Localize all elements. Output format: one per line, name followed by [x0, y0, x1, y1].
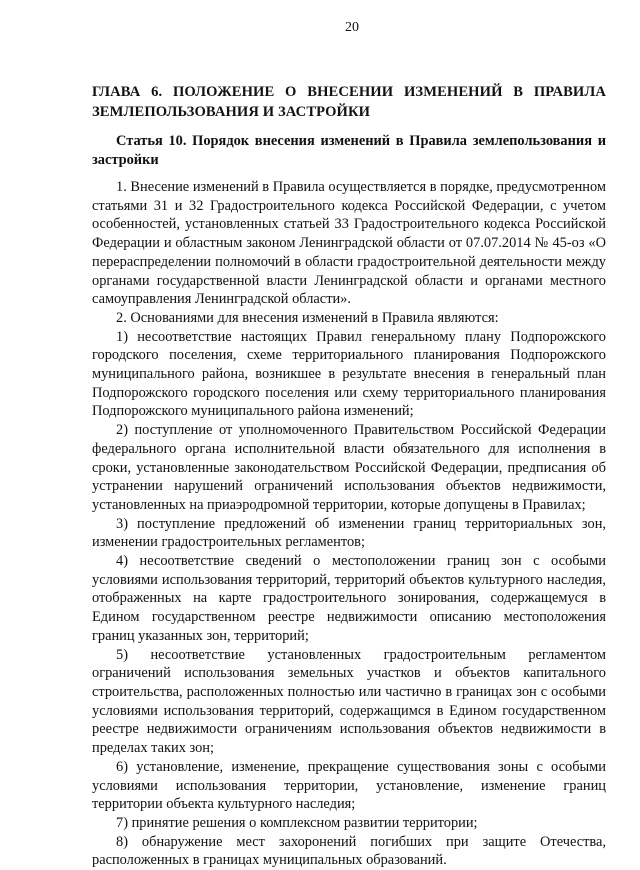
list-item-7: 7) принятие решения о комплексном развитии территории;	[116, 814, 478, 831]
list-item-4: 4) несоответствие сведений о местоположении границ зон с особыми условиями использования территорий, территорий объектов культурного наследия, отображенных на карте градостроительного зонирования, содержащемуся в Едином государственном реестре недвижимости описанию местоположения границ указанных зон, территорий;	[92, 553, 606, 644]
list-item-5: 5) несоответствие установленных градостроительным регламентом ограничений использования земельных участков и объектов капитального строительства, расположенных полностью или частично в границах зон с особыми условиями использования территорий, содержащимся в Едином государственном реестре недвижимости ограничениям использования объектов недвижимости в пределах таких зон;	[92, 646, 606, 757]
list-item-8: 8) обнаружение мест захоронений погибших при защите Отечества, расположенных в границах муниципальных образований.	[92, 833, 606, 869]
page-number: 20	[345, 20, 359, 35]
list-item-1: 1) несоответствие настоящих Правил генеральному плану Подпорожского городского поселения, схеме территориального планирования Подпорожского муниципального района, возникшее в результате внесения в генеральный план Подпорожского городского поселения или схему территориального планирования Подпорожского муниципального района изменений;	[92, 328, 606, 420]
article-title: Статья 10. Порядок внесения изменений в Правила землепользования и застройки	[92, 133, 606, 168]
paragraph-1: 1. Внесение изменений в Правила осуществляется в порядке, предусмотренном статьями 31 и 32 Градостроительного кодекса Российской Федерации, с учетом особенностей, установленных статьей 33 Градостроительного кодекса Российской Федерации и областным законом Ленинградской области от 07.07.2014 № 45-оз «О перераспределении полномочий в области градостроительной деятельности между органами государственной власти Ленинградской области и органами местного самоуправления Ленинградской области».	[92, 179, 606, 308]
list-item-3: 3) поступление предложений об изменении границ территориальных зон, изменении градостроительных регламентов;	[92, 515, 606, 551]
list-item-6: 6) установление, изменение, прекращение существования зоны с особыми условиями использования территории, установление, изменение границ территории объекта культурного наследия;	[92, 758, 606, 813]
body-text	[92, 178, 606, 870]
list-item-2: 2) поступление от уполномоченного Правительством Российской Федерации федерального органа исполнительной власти обязательного для исполнения в сроки, установленные законодательством Российской Федерации, предписания об устранении нарушений ограничений использования объектов недвижимости, установленных на приаэродромной территории, которые допущены в Правилах;	[92, 422, 606, 513]
chapter-title: ГЛАВА 6. ПОЛОЖЕНИЕ О ВНЕСЕНИИ ИЗМЕНЕНИЙ В ПРАВИЛА ЗЕМЛЕПОЛЬЗОВАНИЯ И ЗАСТРОЙКИ	[92, 84, 606, 120]
paragraph-2: 2. Основаниями для внесения изменений в Правила являются:	[116, 309, 499, 326]
